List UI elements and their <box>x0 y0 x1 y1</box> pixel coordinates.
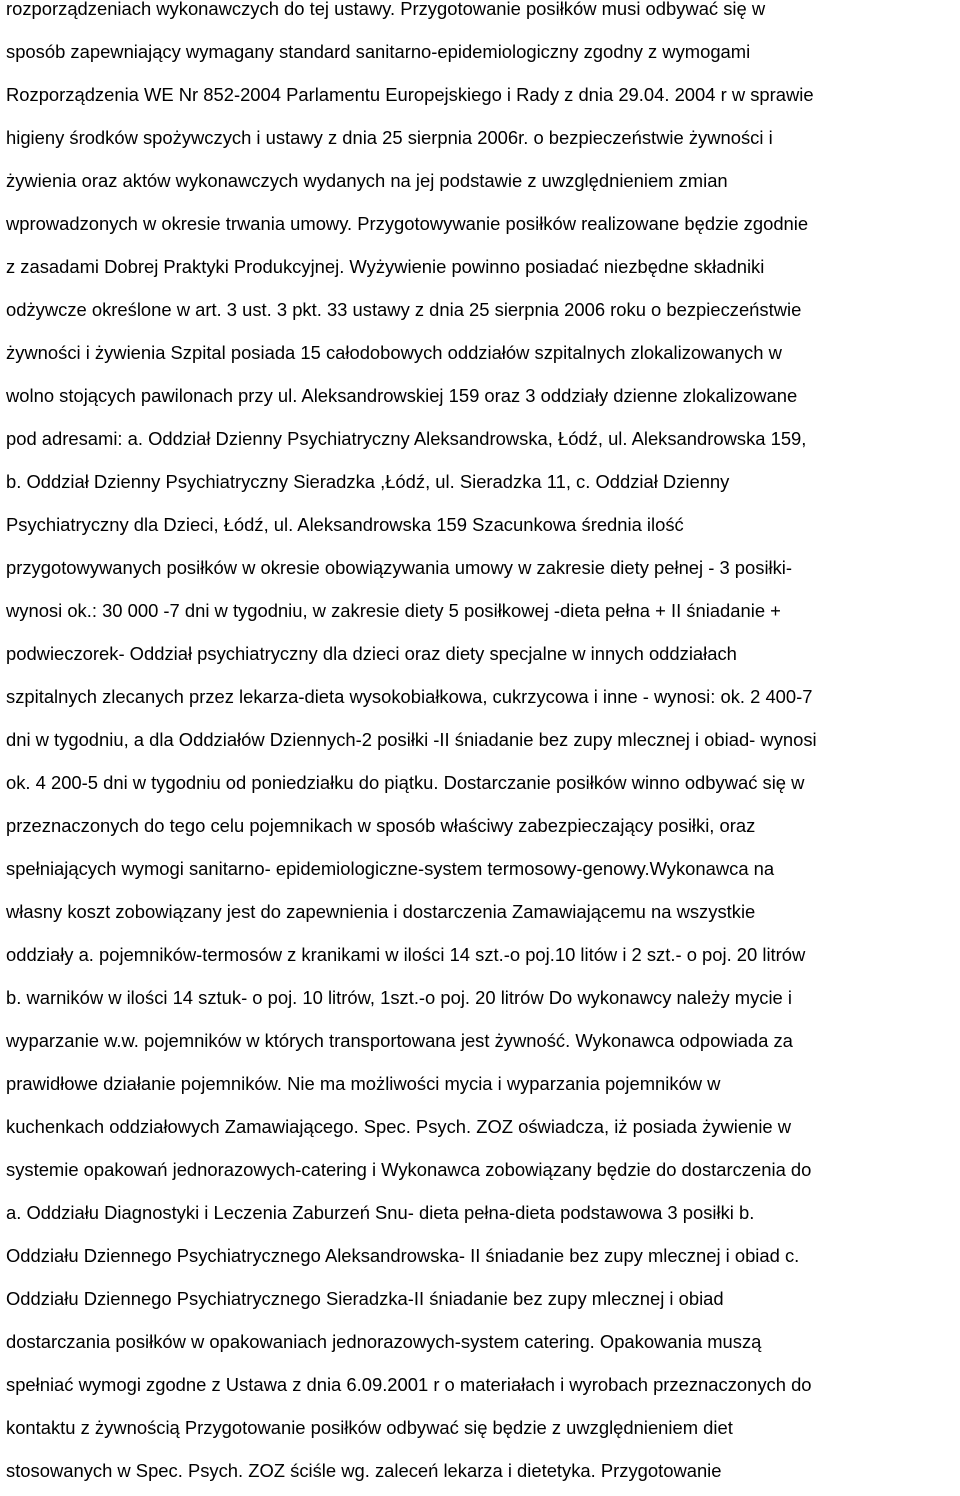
text-line: podwieczorek- Oddział psychiatryczny dla dzieci oraz diety specjalne w innych oddziałach <box>6 643 737 664</box>
text-line: a. Oddziału Diagnostyki i Leczenia Zaburzeń Snu- dieta pełna-dieta podstawowa 3 posiłki b. <box>6 1202 755 1223</box>
text-line: stosowanych w Spec. Psych. ZOZ ściśle wg. zaleceń lekarza i dietetyka. Przygotowanie <box>6 1460 722 1481</box>
text-line: z zasadami Dobrej Praktyki Produkcyjnej. Wyżywienie powinno posiadać niezbędne składniki <box>6 256 765 277</box>
text-line: żywności i żywienia Szpital posiada 15 całodobowych oddziałów szpitalnych zlokalizowanych w <box>6 342 782 363</box>
text-line: kontaktu z żywnością Przygotowanie posiłków odbywać się będzie z uwzględnieniem diet <box>6 1417 733 1438</box>
text-line: higieny środków spożywczych i ustawy z dnia 25 sierpnia 2006r. o bezpieczeństwie żywności i <box>6 127 773 148</box>
text-line: przeznaczonych do tego celu pojemnikach w sposób właściwy zabezpieczający posiłki, oraz <box>6 815 756 836</box>
text-line: żywienia oraz aktów wykonawczych wydanych na jej podstawie z uwzględnieniem zmian <box>6 170 728 191</box>
text-line: rozporządzeniach wykonawczych do tej ustawy. Przygotowanie posiłków musi odbywać się w <box>6 0 766 19</box>
text-line: wolno stojących pawilonach przy ul. Aleksandrowskiej 159 oraz 3 oddziały dzienne zlokalizowane <box>6 385 798 406</box>
text-line: sposób zapewniający wymagany standard sanitarno-epidemiologiczny zgodny z wymogami <box>6 41 751 62</box>
text-line: dni w tygodniu, a dla Oddziałów Dziennych-2 posiłki -II śniadanie bez zupy mlecznej i obiad- wynosi <box>6 729 817 750</box>
text-line: kuchenkach oddziałowych Zamawiającego. Spec. Psych. ZOZ oświadcza, iż posiada żywienie w <box>6 1116 792 1137</box>
text-line: b. warników w ilości 14 sztuk- o poj. 10 litrów, 1szt.-o poj. 20 litrów Do wykonawcy należy mycie i <box>6 987 792 1008</box>
text-line: szpitalnych zlecanych przez lekarza-dieta wysokobiałkowa, cukrzycowa i inne - wynosi: ok. 2 400-7 <box>6 686 813 707</box>
text-line: wyparzanie w.w. pojemników w których transportowana jest żywność. Wykonawca odpowiada za <box>6 1030 793 1051</box>
text-line: przygotowywanych posiłków w okresie obowiązywania umowy w zakresie diety pełnej - 3 posiłki- <box>6 557 793 578</box>
text-line: odżywcze określone w art. 3 ust. 3 pkt. 33 ustawy z dnia 25 sierpnia 2006 roku o bezpieczeństwie <box>6 299 802 320</box>
text-line: oddziały a. pojemników-termosów z kranikami w ilości 14 szt.-o poj.10 litów i 2 szt.- o poj. 20 litrów <box>6 944 806 965</box>
text-line: spełniać wymogi zgodne z Ustawa z dnia 6.09.2001 r o materiałach i wyrobach przeznaczonych do <box>6 1374 812 1395</box>
text-line: własny koszt zobowiązany jest do zapewnienia i dostarczenia Zamawiającemu na wszystkie <box>6 901 756 922</box>
text-line: Rozporządzenia WE Nr 852-2004 Parlamentu Europejskiego i Rady z dnia 29.04. 2004 r w sprawie <box>6 84 814 105</box>
text-line: dostarczania posiłków w opakowaniach jednorazowych-system catering. Opakowania muszą <box>6 1331 762 1352</box>
text-line: Psychiatryczny dla Dzieci, Łódź, ul. Aleksandrowska 159 Szacunkowa średnia ilość <box>6 514 684 535</box>
text-line: wynosi ok.: 30 000 -7 dni w tygodniu, w zakresie diety 5 posiłkowej -dieta pełna + II śniadanie + <box>6 600 781 621</box>
text-line: systemie opakowań jednorazowych-catering i Wykonawca zobowiązany będzie do dostarczenia do <box>6 1159 812 1180</box>
text-line: Oddziału Dziennego Psychiatrycznego Aleksandrowska- II śniadanie bez zupy mlecznej i obiad c. <box>6 1245 800 1266</box>
text-line: b. Oddział Dzienny Psychiatryczny Sieradzka ,Łódź, ul. Sieradzka 11, c. Oddział Dzienny <box>6 471 730 492</box>
text-line: ok. 4 200-5 dni w tygodniu od poniedziałku do piątku. Dostarczanie posiłków winno odbywać się w <box>6 772 805 793</box>
text-line: pod adresami: a. Oddział Dzienny Psychiatryczny Aleksandrowska, Łódź, ul. Aleksandrowska 159, <box>6 428 807 449</box>
text-line: prawidłowe działanie pojemników. Nie ma możliwości mycia i wyparzania pojemników w <box>6 1073 721 1094</box>
text-line: wprowadzonych w okresie trwania umowy. Przygotowywanie posiłków realizowane będzie zgodnie <box>6 213 809 234</box>
text-line: spełniających wymogi sanitarno- epidemiologiczne-system termosowy-genowy.Wykonawca na <box>6 858 775 879</box>
text-line: Oddziału Dziennego Psychiatrycznego Sieradzka-II śniadanie bez zupy mlecznej i obiad <box>6 1288 724 1309</box>
